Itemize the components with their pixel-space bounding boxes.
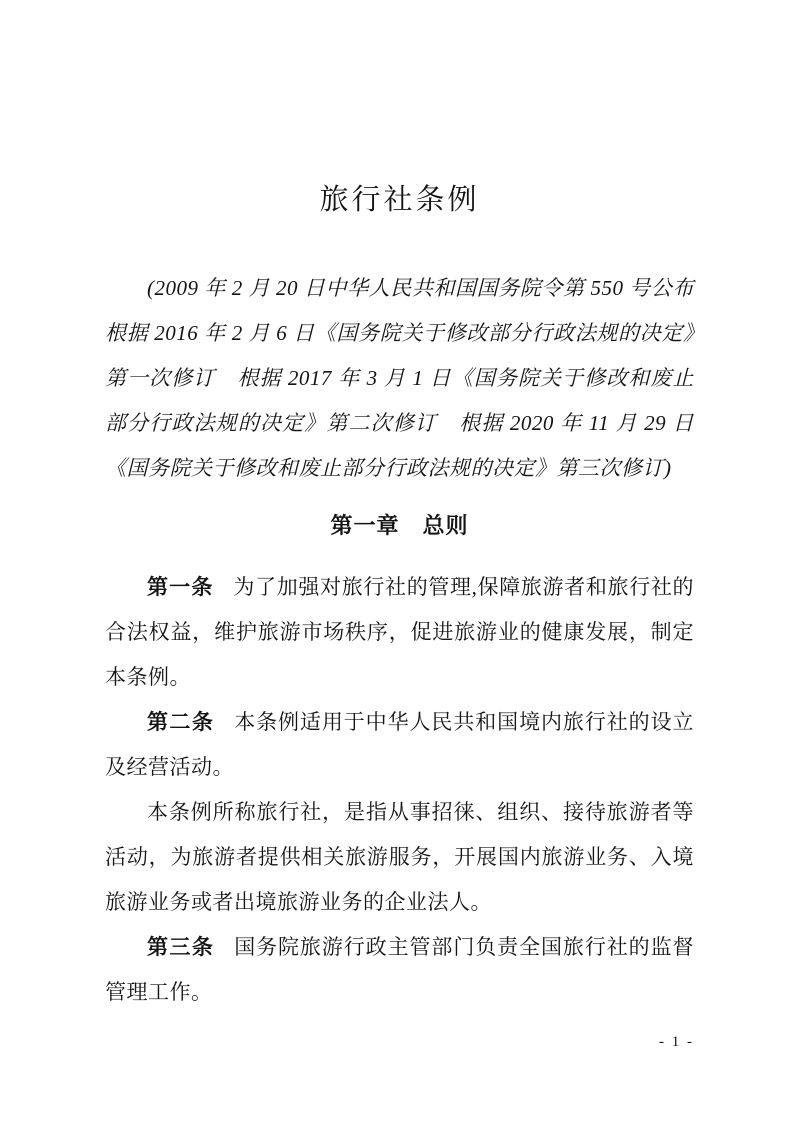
article-paragraph (105, 565, 694, 700)
article-text: 为了加强对旅行社的管理,保障旅游者和旅行社的合法权益，维护旅游市场秩序，促进旅游业的健康发展，制定本条例。 (105, 575, 695, 689)
article-text: 本条例所称旅行社，是指从事招徕、组织、接待旅游者等活动，为旅游者提供相关旅游服务，开展国内旅游业务、入境旅游业务或者出境旅游业务的企业法人。 (105, 800, 694, 914)
article-number: 第一条 (147, 576, 214, 599)
article-paragraph (105, 700, 694, 790)
article-number: 第二条 (147, 711, 215, 734)
article-body (105, 565, 694, 1015)
article-text: 国务院旅游行政主管部门负责全国旅行社的监督管理工作。 (105, 935, 695, 1004)
page-number: - 1 - (659, 1034, 694, 1050)
chapter-heading: 第一章 总则 (330, 513, 469, 538)
article-paragraph (105, 790, 694, 925)
revision-preamble: (2009 年 2 月 20 日中华人民共和国国务院令第 550 号公布 根据 2016 年 2 月 6 日《国务院关于修改部分行政法规的决定》第一次修订 根据 2017 年 3 月 1 日《国务院关于修改和废止部分行政法规的决定》第二次修订 根据 2020 年 11 月 29 日《国务院关于修改和废止部分行政法规的决定》第三次修订) (105, 276, 716, 480)
article-paragraph (105, 925, 694, 1015)
article-text: 本条例适用于中华人民共和国境内旅行社的设立及经营活动。 (105, 710, 695, 779)
article-number: 第三条 (147, 936, 215, 959)
document-title: 旅行社条例 (319, 184, 480, 216)
